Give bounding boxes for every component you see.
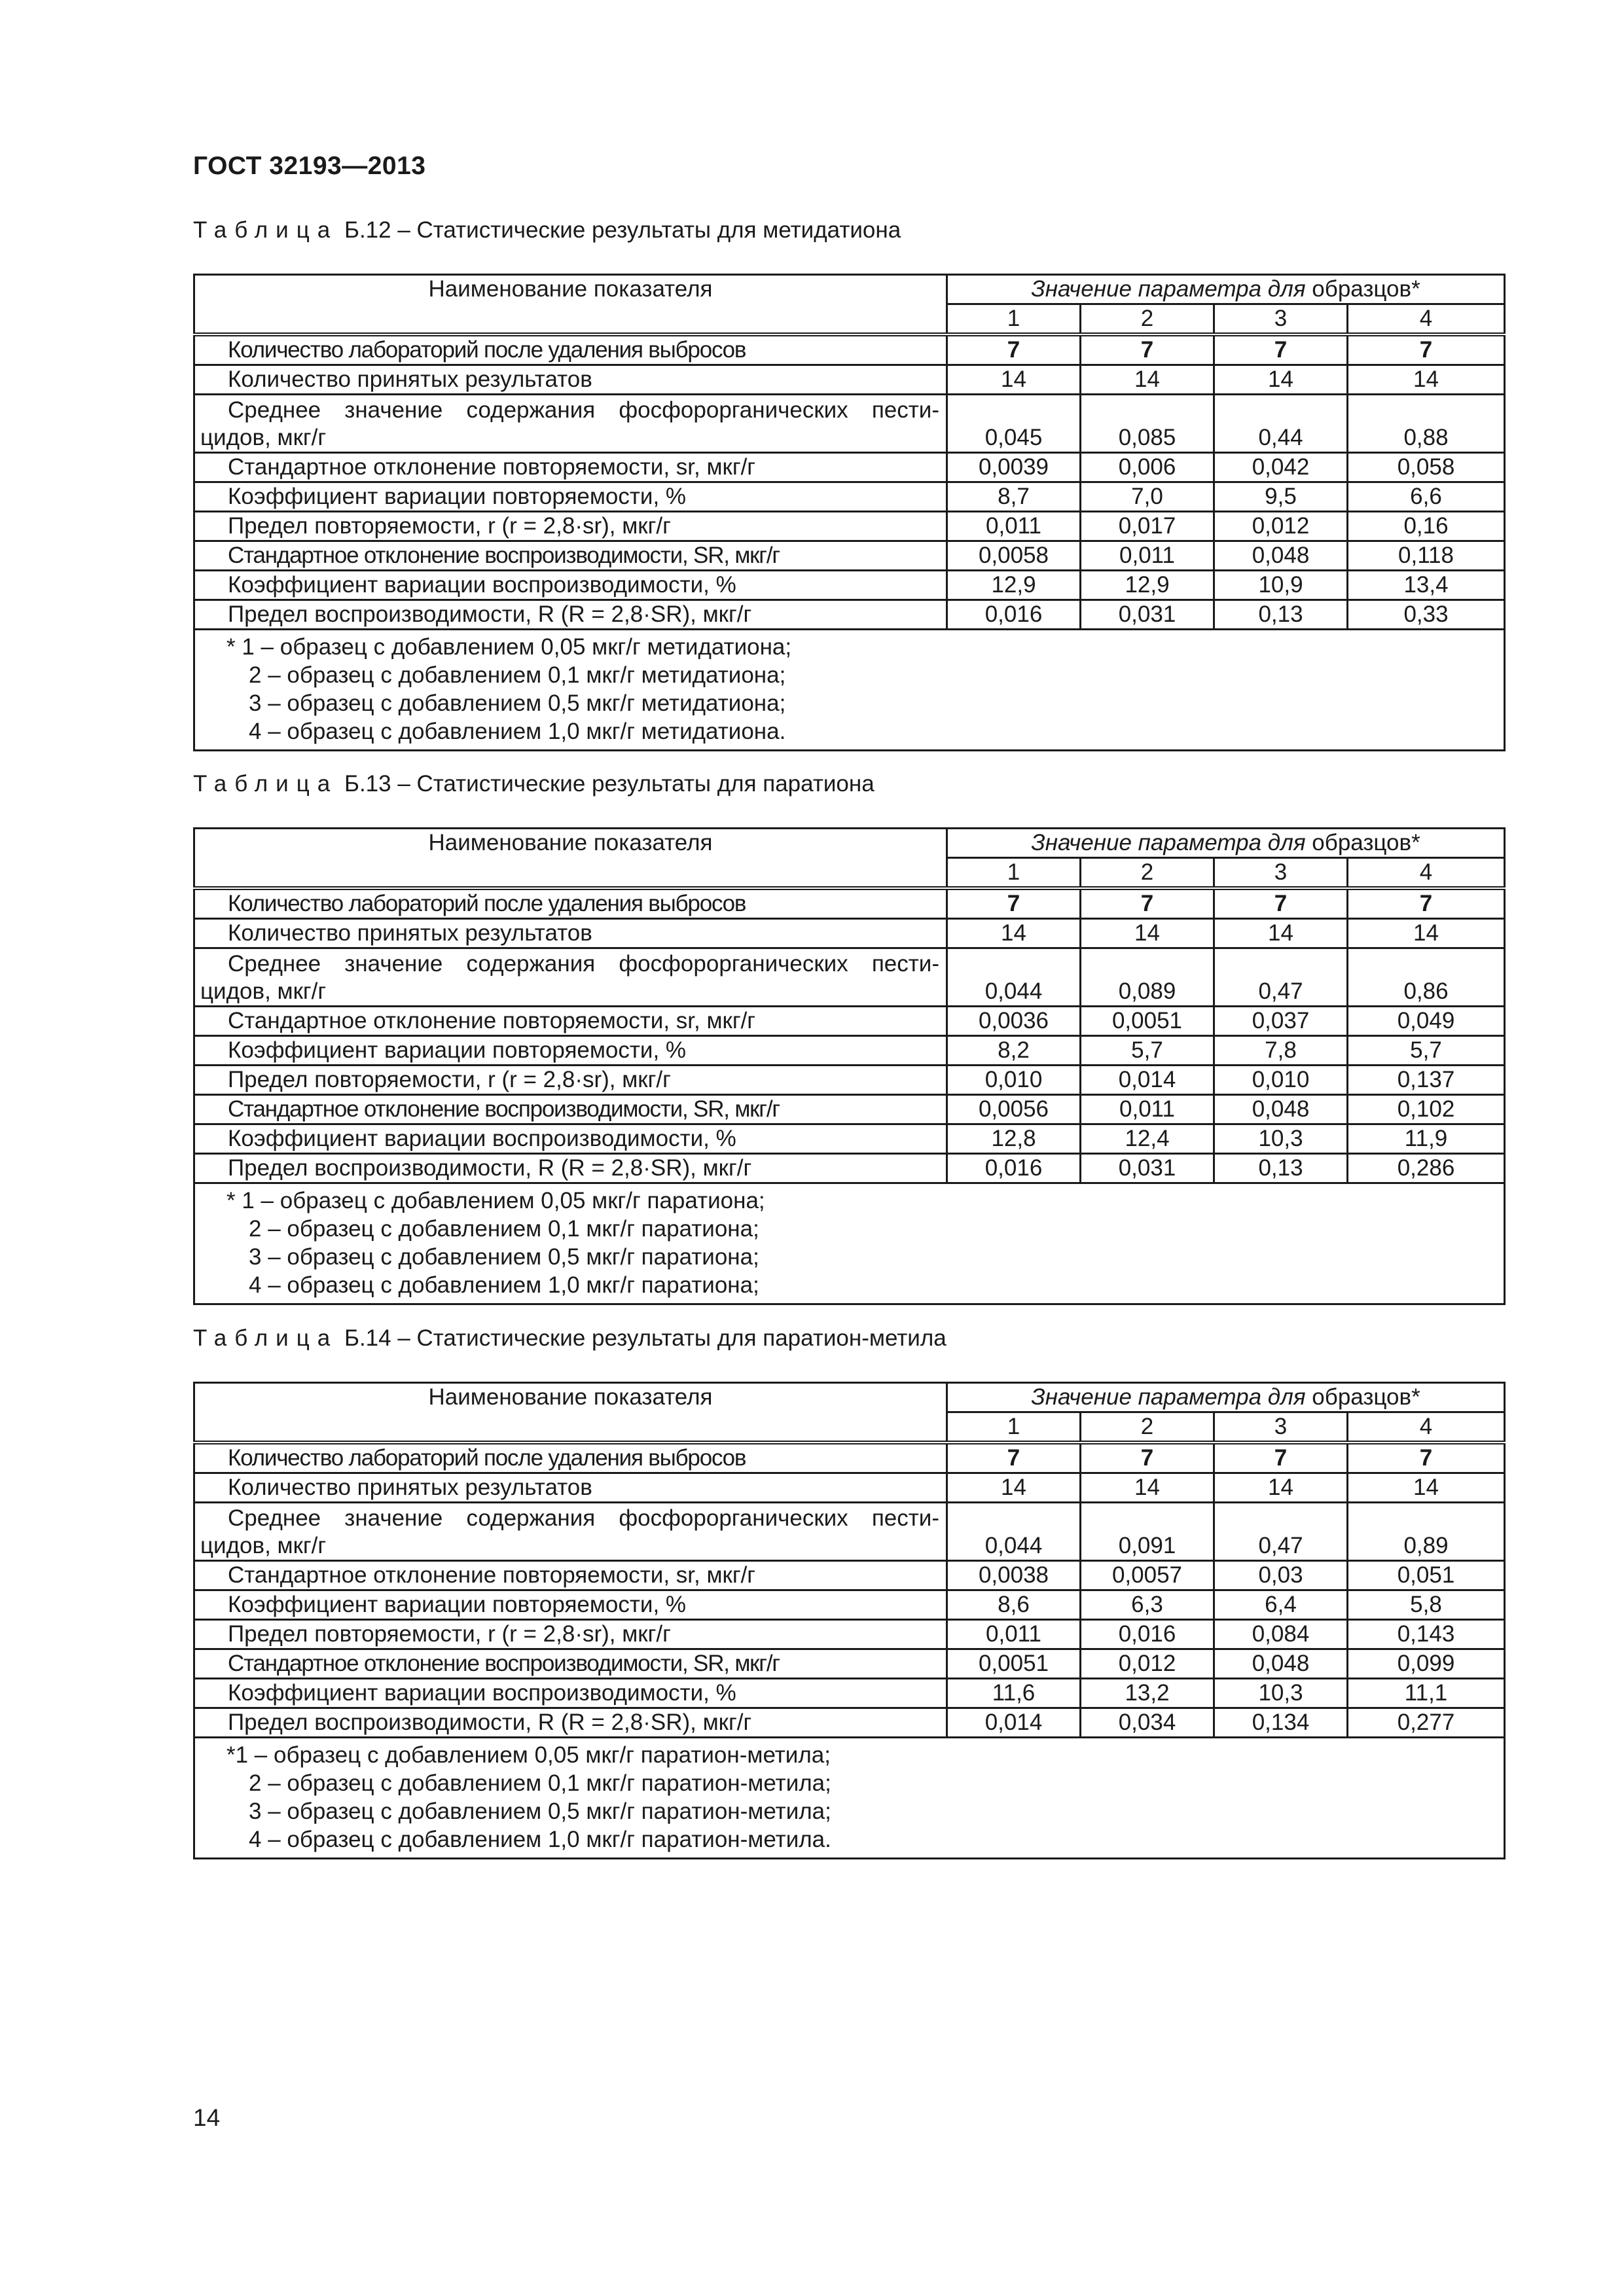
table-row: [194, 1124, 1505, 1154]
parameter-name: Предел воспроизводимости, R (R = 2,8·SR), мкг/г: [194, 600, 947, 630]
parameter-name: Стандартное отклонение воспроизводимости, SR, мкг/г: [194, 541, 947, 571]
caption-text: Б.13 – Статистические результаты для паратиона: [344, 771, 875, 797]
parameter-value: 0,031: [1081, 1154, 1214, 1183]
footnote-line: 3 – образец с добавлением 0,5 мкг/г метидатиона;: [249, 691, 786, 716]
parameter-value: 0,137: [1348, 1066, 1505, 1095]
parameter-value: 11,6: [947, 1679, 1081, 1708]
sample-number-header: 1: [947, 858, 1081, 889]
column-header-name: Наименование показателя: [194, 275, 947, 335]
parameter-value: 0,0038: [947, 1561, 1081, 1590]
parameter-value: 0,89: [1348, 1503, 1505, 1561]
table-row: [194, 512, 1505, 541]
parameter-value: 0,0039: [947, 453, 1081, 482]
parameter-value: 0,010: [1214, 1066, 1348, 1095]
parameter-name: Коэффициент вариации повторяемости, %: [194, 1036, 947, 1066]
param-label-italic: Значение параметра для: [1031, 830, 1306, 855]
parameter-value: 0,86: [1348, 948, 1505, 1007]
parameter-value: 7: [1081, 334, 1214, 365]
footnote-cell: [194, 1183, 1505, 1304]
table-row: [194, 1007, 1505, 1036]
parameter-value: 0,286: [1348, 1154, 1505, 1183]
parameter-name: Предел повторяемости, r (r = 2,8·sr), мкг/г: [194, 1066, 947, 1095]
parameter-value: 0,048: [1214, 541, 1348, 571]
param-label-plain: образцов*: [1305, 830, 1420, 855]
parameter-value: 0,016: [947, 600, 1081, 630]
parameter-name: Предел воспроизводимости, R (R = 2,8·SR), мкг/г: [194, 1708, 947, 1738]
footnote-line: 2 – образец с добавлением 0,1 мкг/г паратион-метила;: [249, 1770, 831, 1796]
parameter-value: 0,0057: [1081, 1561, 1214, 1590]
parameter-name: Стандартное отклонение повторяемости, sr, мкг/г: [194, 1561, 947, 1590]
table-row: [194, 1561, 1505, 1590]
parameter-name: Количество лабораторий после удаления выбросов: [194, 888, 947, 919]
table-row: [194, 1620, 1505, 1649]
parameter-value: 5,7: [1348, 1036, 1505, 1066]
parameter-value: 0,048: [1214, 1649, 1348, 1679]
table-row: [194, 1708, 1505, 1738]
sample-number-header: 2: [1081, 858, 1214, 889]
sample-number-header: 4: [1348, 1412, 1505, 1443]
table-row: [194, 919, 1505, 948]
column-header-param: [947, 275, 1505, 304]
parameter-value: 0,47: [1214, 948, 1348, 1007]
parameter-name: Количество лабораторий после удаления выбросов: [194, 334, 947, 365]
column-header-param: [947, 1383, 1505, 1412]
parameter-value: 14: [1214, 365, 1348, 395]
parameter-name: Количество принятых результатов: [194, 1473, 947, 1503]
parameter-value: 0,048: [1214, 1095, 1348, 1124]
parameter-value: 0,091: [1081, 1503, 1214, 1561]
parameter-value: 14: [947, 919, 1081, 948]
parameter-value: 0,006: [1081, 453, 1214, 482]
param-label-italic: Значение параметра для: [1031, 276, 1306, 302]
table-row: [194, 365, 1505, 395]
parameter-value: 0,47: [1214, 1503, 1348, 1561]
parameter-value: 0,011: [947, 512, 1081, 541]
parameter-value: 0,011: [1081, 541, 1214, 571]
footnote-line: 2 – образец с добавлением 0,1 мкг/г метидатиона;: [249, 662, 786, 688]
parameter-name: Предел воспроизводимости, R (R = 2,8·SR), мкг/г: [194, 1154, 947, 1183]
parameter-value: 7: [947, 1443, 1081, 1473]
parameter-value: 7: [1348, 888, 1505, 919]
column-header-name: Наименование показателя: [194, 829, 947, 889]
parameter-value: 6,6: [1348, 482, 1505, 512]
parameter-value: 7,0: [1081, 482, 1214, 512]
parameter-value: 0,143: [1348, 1620, 1505, 1649]
footnote-line: 2 – образец с добавлением 0,1 мкг/г паратиона;: [249, 1216, 759, 1242]
table-caption-b13: [193, 771, 875, 797]
parameter-name: Коэффициент вариации повторяемости, %: [194, 482, 947, 512]
column-header-name: Наименование показателя: [194, 1383, 947, 1443]
parameter-value: 14: [947, 365, 1081, 395]
parameter-value: 7: [1214, 334, 1348, 365]
table-row: [194, 1590, 1505, 1620]
parameter-value: 0,084: [1214, 1620, 1348, 1649]
parameter-value: 0,134: [1214, 1708, 1348, 1738]
parameter-value: 0,012: [1214, 512, 1348, 541]
table-row: [194, 948, 1505, 1007]
parameter-value: 0,058: [1348, 453, 1505, 482]
parameter-value: 0,051: [1348, 1561, 1505, 1590]
table-row: [194, 1649, 1505, 1679]
parameter-value: 14: [1081, 1473, 1214, 1503]
caption-word: Таблица: [193, 217, 338, 243]
parameter-value: 0,44: [1214, 395, 1348, 453]
parameter-value: 5,8: [1348, 1590, 1505, 1620]
parameter-value: 6,4: [1214, 1590, 1348, 1620]
parameter-value: 10,3: [1214, 1679, 1348, 1708]
header-row: [194, 275, 1505, 304]
footnote-row: [194, 1738, 1505, 1859]
header-row: [194, 1383, 1505, 1412]
parameter-value: 14: [1214, 1473, 1348, 1503]
header-row: [194, 829, 1505, 858]
table-row: [194, 571, 1505, 600]
parameter-value: 7: [1214, 888, 1348, 919]
parameter-value: 13,2: [1081, 1679, 1214, 1708]
footnote-line: 3 – образец с добавлением 0,5 мкг/г паратион-метила;: [249, 1799, 831, 1824]
caption-word: Таблица: [193, 771, 338, 797]
footnote-line: 4 – образец с добавлением 1,0 мкг/г паратиона;: [249, 1272, 759, 1298]
parameter-value: 0,031: [1081, 600, 1214, 630]
parameter-value: 14: [1348, 365, 1505, 395]
parameter-value: 12,9: [1081, 571, 1214, 600]
parameter-name: Стандартное отклонение воспроизводимости, SR, мкг/г: [194, 1095, 947, 1124]
footnote-line: 4 – образец с добавлением 1,0 мкг/г паратион-метила.: [249, 1827, 831, 1852]
parameter-value: 0,016: [947, 1154, 1081, 1183]
table-row: [194, 1473, 1505, 1503]
parameter-value: 5,7: [1081, 1036, 1214, 1066]
parameter-value: 0,044: [947, 948, 1081, 1007]
parameter-name: Стандартное отклонение воспроизводимости, SR, мкг/г: [194, 1649, 947, 1679]
parameter-value: 0,014: [1081, 1066, 1214, 1095]
sample-number-header: 2: [1081, 304, 1214, 335]
parameter-value: 7,8: [1214, 1036, 1348, 1066]
parameter-value: 0,0051: [947, 1649, 1081, 1679]
parameter-name: Коэффициент вариации воспроизводимости, %: [194, 1679, 947, 1708]
parameter-value: 0,044: [947, 1503, 1081, 1561]
parameter-value: 7: [1214, 1443, 1348, 1473]
stats-table-b12: [193, 274, 1506, 751]
parameter-value: 0,16: [1348, 512, 1505, 541]
sample-number-header: 2: [1081, 1412, 1214, 1443]
parameter-name: Коэффициент вариации воспроизводимости, %: [194, 571, 947, 600]
parameter-name: Среднее значение содержания фосфорорганических пести-цидов, мкг/г: [194, 1503, 947, 1561]
param-label-plain: образцов*: [1305, 1384, 1420, 1410]
parameter-value: 7: [947, 888, 1081, 919]
parameter-value: 9,5: [1214, 482, 1348, 512]
parameter-value: 8,7: [947, 482, 1081, 512]
parameter-name: Количество лабораторий после удаления выбросов: [194, 1443, 947, 1473]
parameter-value: 7: [1348, 334, 1505, 365]
footnote-row: [194, 1183, 1505, 1304]
param-label-plain: образцов*: [1305, 276, 1420, 302]
parameter-name: Предел повторяемости, r (r = 2,8·sr), мкг/г: [194, 512, 947, 541]
sample-number-header: 3: [1214, 858, 1348, 889]
footnote-line: * 1 – образец с добавлением 0,05 мкг/г паратиона;: [226, 1188, 765, 1213]
table-row: [194, 1095, 1505, 1124]
parameter-value: 8,6: [947, 1590, 1081, 1620]
footnote-cell: [194, 1738, 1505, 1859]
column-header-param: [947, 829, 1505, 858]
caption-text: Б.14 – Статистические результаты для паратион-метила: [344, 1325, 947, 1351]
parameter-value: 10,9: [1214, 571, 1348, 600]
parameter-value: 0,118: [1348, 541, 1505, 571]
parameter-value: 12,9: [947, 571, 1081, 600]
table-row: [194, 334, 1505, 365]
parameter-value: 11,9: [1348, 1124, 1505, 1154]
parameter-value: 0,102: [1348, 1095, 1505, 1124]
sample-number-header: 1: [947, 1412, 1081, 1443]
parameter-value: 12,4: [1081, 1124, 1214, 1154]
parameter-value: 0,13: [1214, 600, 1348, 630]
parameter-value: 12,8: [947, 1124, 1081, 1154]
parameter-value: 14: [1081, 365, 1214, 395]
parameter-value: 14: [1214, 919, 1348, 948]
parameter-name: Количество принятых результатов: [194, 365, 947, 395]
table-row: [194, 482, 1505, 512]
parameter-value: 0,010: [947, 1066, 1081, 1095]
parameter-name: Среднее значение содержания фосфорорганических пести-цидов, мкг/г: [194, 395, 947, 453]
footnote-line: *1 – образец с добавлением 0,05 мкг/г паратион-метила;: [226, 1742, 831, 1768]
parameter-value: 7: [1081, 1443, 1214, 1473]
table-row: [194, 1066, 1505, 1095]
parameter-value: 0,012: [1081, 1649, 1214, 1679]
parameter-value: 6,3: [1081, 1590, 1214, 1620]
parameter-value: 14: [947, 1473, 1081, 1503]
param-label-italic: Значение параметра для: [1031, 1384, 1306, 1410]
document-title: ГОСТ 32193—2013: [193, 152, 426, 180]
parameter-value: 0,049: [1348, 1007, 1505, 1036]
parameter-value: 0,277: [1348, 1708, 1505, 1738]
stats-table-b13: [193, 827, 1506, 1305]
parameter-value: 0,03: [1214, 1561, 1348, 1590]
parameter-name: Предел повторяемости, r (r = 2,8·sr), мкг/г: [194, 1620, 947, 1649]
parameter-value: 13,4: [1348, 571, 1505, 600]
parameter-value: 0,089: [1081, 948, 1214, 1007]
table-row: [194, 888, 1505, 919]
parameter-name: Количество принятых результатов: [194, 919, 947, 948]
parameter-value: 11,1: [1348, 1679, 1505, 1708]
table-caption-b14: [193, 1325, 947, 1352]
parameter-name: Стандартное отклонение повторяемости, sr, мкг/г: [194, 453, 947, 482]
parameter-name: Среднее значение содержания фосфорорганических пести-цидов, мкг/г: [194, 948, 947, 1007]
table-row: [194, 541, 1505, 571]
parameter-value: 14: [1348, 1473, 1505, 1503]
table-row: [194, 453, 1505, 482]
parameter-value: 0,099: [1348, 1649, 1505, 1679]
sample-number-header: 1: [947, 304, 1081, 335]
footnote-line: 4 – образец с добавлением 1,0 мкг/г метидатиона.: [249, 719, 786, 744]
parameter-value: 14: [1348, 919, 1505, 948]
table-row: [194, 1154, 1505, 1183]
parameter-value: 8,2: [947, 1036, 1081, 1066]
sample-number-header: 3: [1214, 1412, 1348, 1443]
footnote-row: [194, 630, 1505, 751]
parameter-name: Коэффициент вариации повторяемости, %: [194, 1590, 947, 1620]
table-row: [194, 1036, 1505, 1066]
parameter-value: 0,085: [1081, 395, 1214, 453]
sample-number-header: 4: [1348, 858, 1505, 889]
parameter-value: 0,011: [947, 1620, 1081, 1649]
parameter-value: 0,017: [1081, 512, 1214, 541]
sample-number-header: 4: [1348, 304, 1505, 335]
parameter-value: 0,0036: [947, 1007, 1081, 1036]
parameter-value: 0,0056: [947, 1095, 1081, 1124]
table-row: [194, 395, 1505, 453]
table-row: [194, 1443, 1505, 1473]
parameter-value: 0,13: [1214, 1154, 1348, 1183]
parameter-value: 7: [1081, 888, 1214, 919]
parameter-value: 0,88: [1348, 395, 1505, 453]
stats-table-b14: [193, 1382, 1506, 1859]
parameter-value: 0,0058: [947, 541, 1081, 571]
table-row: [194, 1679, 1505, 1708]
footnote-line: * 1 – образец с добавлением 0,05 мкг/г метидатиона;: [226, 634, 792, 660]
parameter-name: Стандартное отклонение повторяемости, sr, мкг/г: [194, 1007, 947, 1036]
page-number: 14: [193, 2104, 221, 2131]
caption-word: Таблица: [193, 1325, 338, 1351]
table-row: [194, 600, 1505, 630]
parameter-value: 0,045: [947, 395, 1081, 453]
caption-text: Б.12 – Статистические результаты для метидатиона: [344, 217, 901, 243]
parameter-value: 0,037: [1214, 1007, 1348, 1036]
parameter-value: 14: [1081, 919, 1214, 948]
parameter-value: 7: [947, 334, 1081, 365]
parameter-name: Коэффициент вариации воспроизводимости, %: [194, 1124, 947, 1154]
parameter-value: 0,034: [1081, 1708, 1214, 1738]
parameter-value: 0,014: [947, 1708, 1081, 1738]
table-row: [194, 1503, 1505, 1561]
footnote-cell: [194, 630, 1505, 751]
parameter-value: 0,042: [1214, 453, 1348, 482]
parameter-value: 0,33: [1348, 600, 1505, 630]
table-caption-b12: [193, 217, 901, 243]
parameter-value: 7: [1348, 1443, 1505, 1473]
sample-number-header: 3: [1214, 304, 1348, 335]
parameter-value: 0,016: [1081, 1620, 1214, 1649]
parameter-value: 0,011: [1081, 1095, 1214, 1124]
parameter-value: 0,0051: [1081, 1007, 1214, 1036]
parameter-value: 10,3: [1214, 1124, 1348, 1154]
footnote-line: 3 – образец с добавлением 0,5 мкг/г паратиона;: [249, 1244, 759, 1270]
